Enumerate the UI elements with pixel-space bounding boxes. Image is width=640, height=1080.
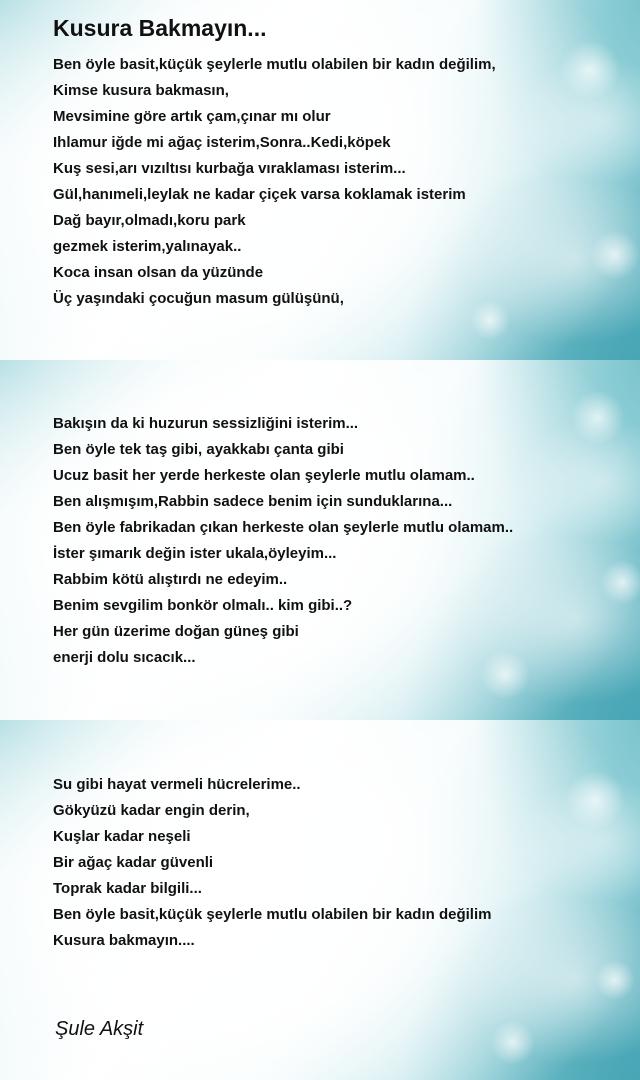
poem-line: Gül,hanımeli,leylak ne kadar çiçek varsa koklamak isterim — [53, 186, 466, 203]
poem-line: Ben öyle tek taş gibi, ayakkabı çanta gibi — [53, 441, 344, 458]
poem-line: Mevsimine göre artık çam,çınar mı olur — [53, 108, 331, 125]
poem-line: Koca insan olsan da yüzünde — [53, 264, 264, 281]
poem-line: İster şımarık değin ister ukala,öyleyim... — [53, 545, 337, 562]
bokeh-light — [490, 1020, 535, 1065]
poem-line: Su gibi hayat vermeli hücrelerime.. — [53, 776, 301, 793]
poem-line: Bir ağaç kadar güvenli — [53, 854, 214, 871]
poem-panel-1 — [0, 0, 640, 360]
poem-line: Dağ bayır,olmadı,koru park — [53, 212, 246, 229]
poem-line: gezmek isterim,yalınayak.. — [53, 238, 242, 255]
poem-line: Ben alışmışım,Rabbin sadece benim için sunduklarına... — [53, 493, 453, 510]
poem-line: Ben öyle basit,küçük şeylerle mutlu olabilen bir kadın değilim — [53, 906, 492, 923]
bokeh-light — [600, 560, 640, 605]
poem-line: Ihlamur iğde mi ağaç isterim,Sonra..Kedi,köpek — [53, 134, 391, 151]
poem-line: Toprak kadar bilgili... — [53, 880, 202, 897]
poem-title: Kusura Bakmayın... — [53, 15, 267, 41]
poem-line: Rabbim kötü alıştırdı ne edeyim.. — [53, 571, 288, 588]
poem-line: Ben öyle basit,küçük şeylerle mutlu olabilen bir kadın değilim, — [53, 56, 496, 73]
stanza-1 — [53, 52, 496, 312]
poem-line: Üç yaşındaki çocuğun masum gülüşünü, — [53, 290, 344, 307]
bokeh-light — [590, 230, 640, 280]
poem-panel-3 — [0, 720, 640, 1080]
bokeh-light — [570, 390, 625, 445]
bokeh-light — [565, 770, 625, 830]
stanza-3 — [53, 772, 491, 954]
poem-line: Ucuz basit her yerde herkeste olan şeylerle mutlu olamam.. — [53, 467, 475, 484]
author-name: Şule Akşit — [55, 1018, 144, 1040]
poem-line: enerji dolu sıcacık... — [53, 649, 196, 666]
poem-line: Kusura bakmayın.... — [53, 932, 195, 949]
poem-line: Ben öyle fabrikadan çıkan herkeste olan şeylerle mutlu olamam.. — [53, 519, 514, 536]
poem-line: Kuş sesi,arı vızıltısı kurbağa vıraklaması isterim... — [53, 160, 406, 177]
poem-line: Benim sevgilim bonkör olmalı.. kim gibi..? — [53, 597, 353, 614]
poem-line: Kuşlar kadar neşeli — [53, 828, 191, 845]
poem-line: Kimse kusura bakmasın, — [53, 82, 229, 99]
poem-panel-2 — [0, 360, 640, 720]
bokeh-light — [595, 960, 635, 1000]
stanza-2 — [53, 411, 513, 671]
bokeh-light — [560, 40, 620, 100]
poem-line: Gökyüzü kadar engin derin, — [53, 802, 250, 819]
poem-line: Bakışın da ki huzurun sessizliğini isterim... — [53, 415, 359, 432]
poem-line: Her gün üzerime doğan güneş gibi — [53, 623, 299, 640]
